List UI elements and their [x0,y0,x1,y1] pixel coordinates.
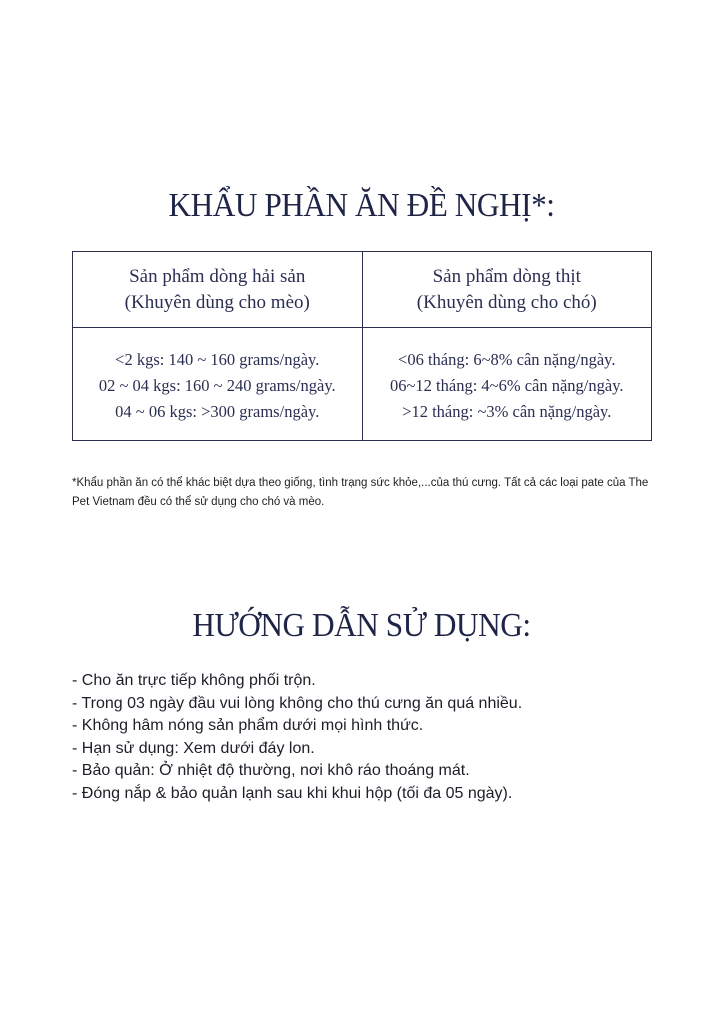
header-meat-line1: Sản phẩm dòng thịt [432,265,581,287]
list-item: - Bảo quản: Ở nhiệt độ thường, nơi khô ráo thoáng mát. [72,762,470,779]
header-seafood [73,252,363,328]
list-item: - Cho ăn trực tiếp không phối trộn. [72,672,316,689]
table-header-row [73,252,652,328]
list-item: - Trong 03 ngày đầu vui lòng không cho thú cưng ăn quá nhiều. [72,694,523,712]
header-seafood-line2: (Khuyên dùng cho mèo) [124,291,310,313]
portion-title: KHẨU PHẦN ĂN ĐỀ NGHỊ*: [168,187,555,224]
meat-portion-row: <06 tháng: 6~8% cân nặng/ngày. [398,349,616,369]
meat-portion-row: >12 tháng: ~3% cân nặng/ngày. [402,401,612,421]
seafood-portion-row: 04 ~ 06 kgs: >300 grams/ngày. [115,401,320,421]
header-seafood-line1: Sản phẩm dòng hải sản [129,265,306,287]
list-item: - Đóng nắp & bảo quản lạnh sau khi khui hộp (tối đa 05 ngày). [72,784,513,802]
portion-footnote: *Khẩu phần ăn có thể khác biệt dựa theo giống, tình trạng sức khỏe,...của thú cưng. Tất cả các loại pate của The Pet Vietnam đều có thể sử dụng cho chó và mèo. [72,477,649,508]
header-meat-line2: (Khuyên dùng cho chó) [416,291,597,313]
meat-portion-row: 06~12 tháng: 4~6% cân nặng/ngày. [389,375,624,395]
seafood-portions [73,328,363,441]
seafood-portion-row: 02 ~ 04 kgs: 160 ~ 240 grams/ngày. [98,375,336,395]
portion-table [72,251,652,441]
table-body-row [73,328,652,441]
usage-title: HƯỚNG DẪN SỬ DỤNG: [192,607,531,644]
usage-list [72,670,522,805]
list-item: - Không hâm nóng sản phẩm dưới mọi hình thức. [72,717,424,734]
header-meat [362,252,652,328]
meat-portions [362,328,652,441]
list-item: - Hạn sử dụng: Xem dưới đáy lon. [72,739,315,757]
seafood-portion-row: <2 kgs: 140 ~ 160 grams/ngày. [115,349,320,369]
